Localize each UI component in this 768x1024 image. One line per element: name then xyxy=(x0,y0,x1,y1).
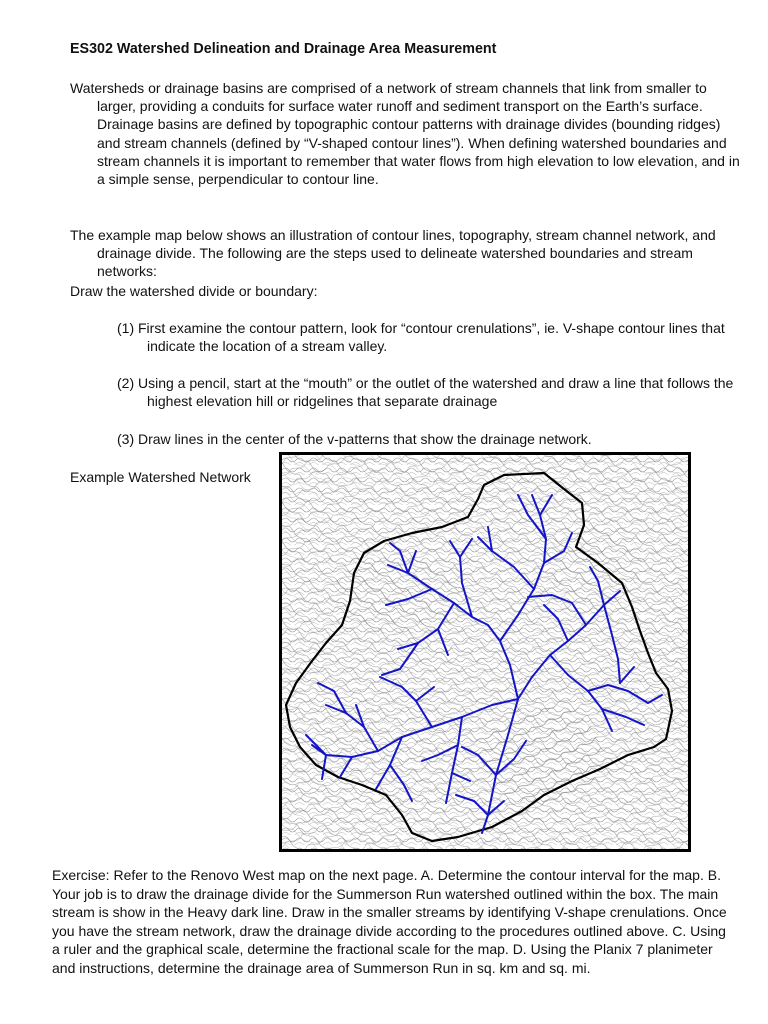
figure-caption: Example Watershed Network xyxy=(70,469,251,485)
step-1: (1) First examine the contour pattern, look for “contour crenulations”, ie. V-shape contour lines that indicate the location of a stream valley. xyxy=(117,320,725,355)
watershed-map xyxy=(279,452,691,852)
step-3: (3) Draw lines in the center of the v-patterns that show the drainage network. xyxy=(117,431,592,447)
exercise-paragraph: Exercise: Refer to the Renovo West map on the next page. A. Determine the contour interval for the map. B. Your job is to draw the drainage divide for the Summerson Run watershed outlined within the box. The main stream is show in the Heavy dark line. Draw in the smaller streams by identifying V-shape crenulations. Once you have the stream network, draw the drainage divide according to the procedures outlined above. C. Using a ruler and the graphical scale, determine the fractional scale for the map. D. Using the Planix 7 planimeter and instructions, determine the drainage area of Summerson Run in sq. km and sq. mi. xyxy=(52,867,727,976)
contour-lines xyxy=(282,455,688,849)
page-title: ES302 Watershed Delineation and Drainage Area Measurement xyxy=(70,41,497,57)
step-2: (2) Using a pencil, start at the “mouth” or the outlet of the watershed and draw a line that follows the highest elevation hill or ridgelines that separate drainage xyxy=(117,375,734,410)
topographic-map-svg xyxy=(282,455,688,849)
intro-paragraph: Watersheds or drainage basins are comprised of a network of stream channels that link from smaller to larger, providing a conduits for surface water runoff and sediment transport on the Earth’s surface. Drainage basins are defined by topographic contour patterns with drainage divides (bounding ridges) and stream channels (defined by “V-shaped contour lines”). When defining watershed boundaries and stream channels it is important to remember that water flows from high elevation to low elevation, and in a simple sense, perpendicular to contour line. xyxy=(70,80,740,188)
instruction-heading: Draw the watershed divide or boundary: xyxy=(70,283,318,299)
example-paragraph: The example map below shows an illustration of contour lines, topography, stream channel network, and drainage divide. The following are the steps used to delineate watershed boundaries and stream networks: xyxy=(70,227,716,280)
